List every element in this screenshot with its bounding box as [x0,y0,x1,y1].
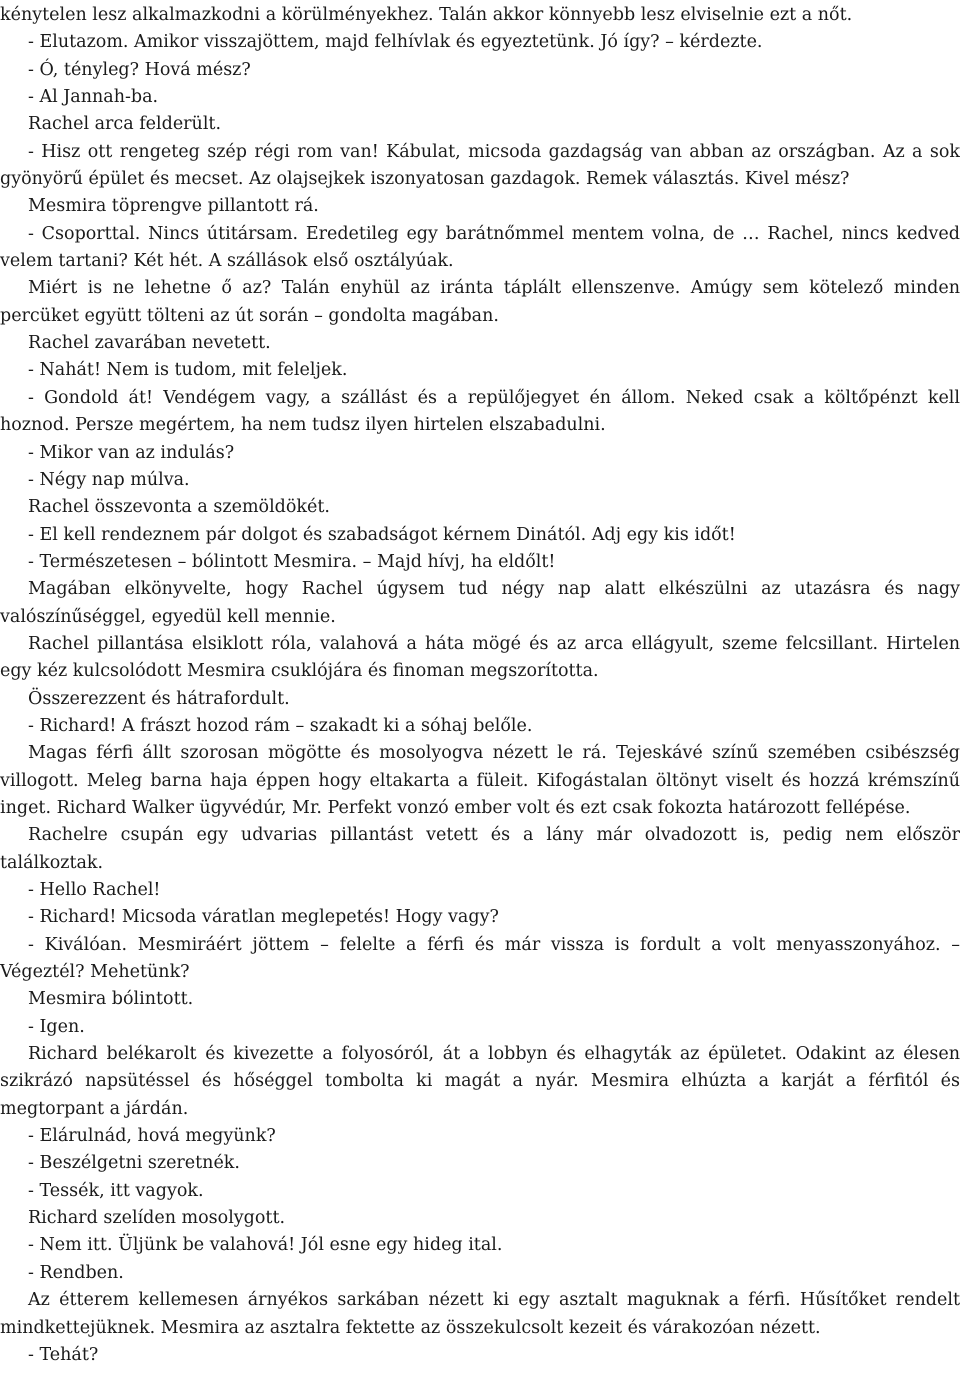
paragraph: - Csoporttal. Nincs útitársam. Eredetileg egy barátnőmmel mentem volna, de … Rachel, nincs kedved velem tartani? Két hét. A szállások első osztályúak. [0,223,960,272]
paragraph: - Richard! Micsoda váratlan meglepetés! Hogy vagy? [28,907,499,928]
paragraph: - Mikor van az indulás? [28,442,235,463]
paragraph: Magas férfi állt szorosan mögötte és mosolyogva nézett le rá. Tejeskávé színű szemében csibészség villogott. Meleg barna haja éppen hogy eltakarta a füleit. Kifogástalan öltönyt viselt és hozzá krémszínű inget. Richard Walker ügyvédúr, Mr. Perfekt vonzó ember volt és ezt csak fokozta határozott fellépése. [0,743,960,818]
paragraph: Miért is ne lehetne ő az? Talán enyhül az iránta táplált ellenszenve. Amúgy sem kötelező minden percüket együtt tölteni az út során – gondolta magában. [0,278,960,326]
paragraph: - Rendben. [28,1262,124,1283]
paragraph: - Al Jannah-ba. [28,87,159,108]
paragraph: Richard belékarolt és kivezette a folyosóról, át a lobbyn és elhagyták az épületet. Odakint az élesen szikrázó napsütéssel és hőséggel tombolta ki magát a nyár. Mesmira elhúzta a karját a férfitól és megtorpant a járdán. [0,1044,960,1119]
paragraph: - Ó, tényleg? Hová mész? [28,59,251,80]
paragraph: - Tehát? [28,1344,99,1365]
paragraph: - Négy nap múlva. [28,469,190,490]
paragraph: - Igen. [28,1016,85,1037]
paragraph: - Hisz ott rengeteg szép régi rom van! Kábulat, micsoda gazdagság van abban az országban. Az a sok gyönyörű épület és mecset. Az olajsejkek iszonyatosan gazdagok. Remek választás. Kivel mész? [0,141,960,190]
paragraph: Rachel zavarában nevetett. [28,333,271,354]
paragraph: - Nahát! Nem is tudom, mit feleljek. [28,360,348,381]
paragraph: - Beszélgetni szeretnék. [28,1153,240,1174]
paragraph: Összerezzent és hátrafordult. [28,688,290,709]
paragraph: - Gondold át! Vendégem vagy, a szállást és a repülőjegyet én állom. Neked csak a költőpénzt kell hoznod. Persze megértem, ha nem tudsz ilyen hirtelen elszabadulni. [0,387,960,436]
paragraph: - Richard! A frászt hozod rám – szakadt ki a sóhaj belőle. [28,715,533,736]
paragraph: Mesmira töprengve pillantott rá. [28,196,319,217]
paragraph: kénytelen lesz alkalmazkodni a körülményekhez. Talán akkor könnyebb lesz elviselnie ezt a nőt. [0,5,853,25]
paragraph: - Tessék, itt vagyok. [28,1180,204,1201]
paragraph: Rachel arca felderült. [28,114,222,135]
paragraph: - Kiválóan. Mesmiráért jöttem – felelte a férfi és már vissza is fordult a volt menyasszonyához. – Végeztél? Mehetünk? [0,934,960,983]
paragraph: - Hello Rachel! [28,880,161,900]
paragraph: Rachel összevonta a szemöldökét. [28,497,330,518]
paragraph: - Elutazom. Amikor visszajöttem, majd felhívlak és egyeztetünk. Jó így? – kérdezte. [28,32,763,53]
paragraph: - Elárulnád, hová megyünk? [28,1126,276,1147]
paragraph: Magában elkönyvelte, hogy Rachel úgysem tud négy nap alatt elkészülni az utazásra és nagy valószínűséggel, egyedül kell mennie. [0,579,960,627]
paragraph: Rachel pillantása elsiklott róla, valahová a háta mögé és az arca ellágyult, szeme felcsillant. Hirtelen egy kéz kulcsolódott Mesmira csuklójára és finoman megszorította. [0,633,960,682]
paragraph: Richard szelíden mosolygott. [28,1208,286,1229]
paragraph: - El kell rendeznem pár dolgot és szabadságot kérnem Dinától. Adj egy kis időt! [28,524,736,545]
paragraph: Rachelre csupán egy udvarias pillantást vetett és a lány már olvadozott is, pedig nem először találkoztak. [0,825,960,873]
paragraph: Mesmira bólintott. [28,989,194,1010]
paragraph: - Természetesen – bólintott Mesmira. – Majd hívj, ha eldőlt! [28,551,556,572]
paragraph: Az étterem kellemesen árnyékos sarkában nézett ki egy asztalt maguknak a férfi. Hűsítőket rendelt mindkettejüknek. Mesmira az asztalra fektette az összekulcsolt kezeit és várakozóan nézett. [0,1290,960,1338]
paragraph: - Nem itt. Üljünk be valahová! Jól esne egy hideg ital. [28,1235,503,1256]
